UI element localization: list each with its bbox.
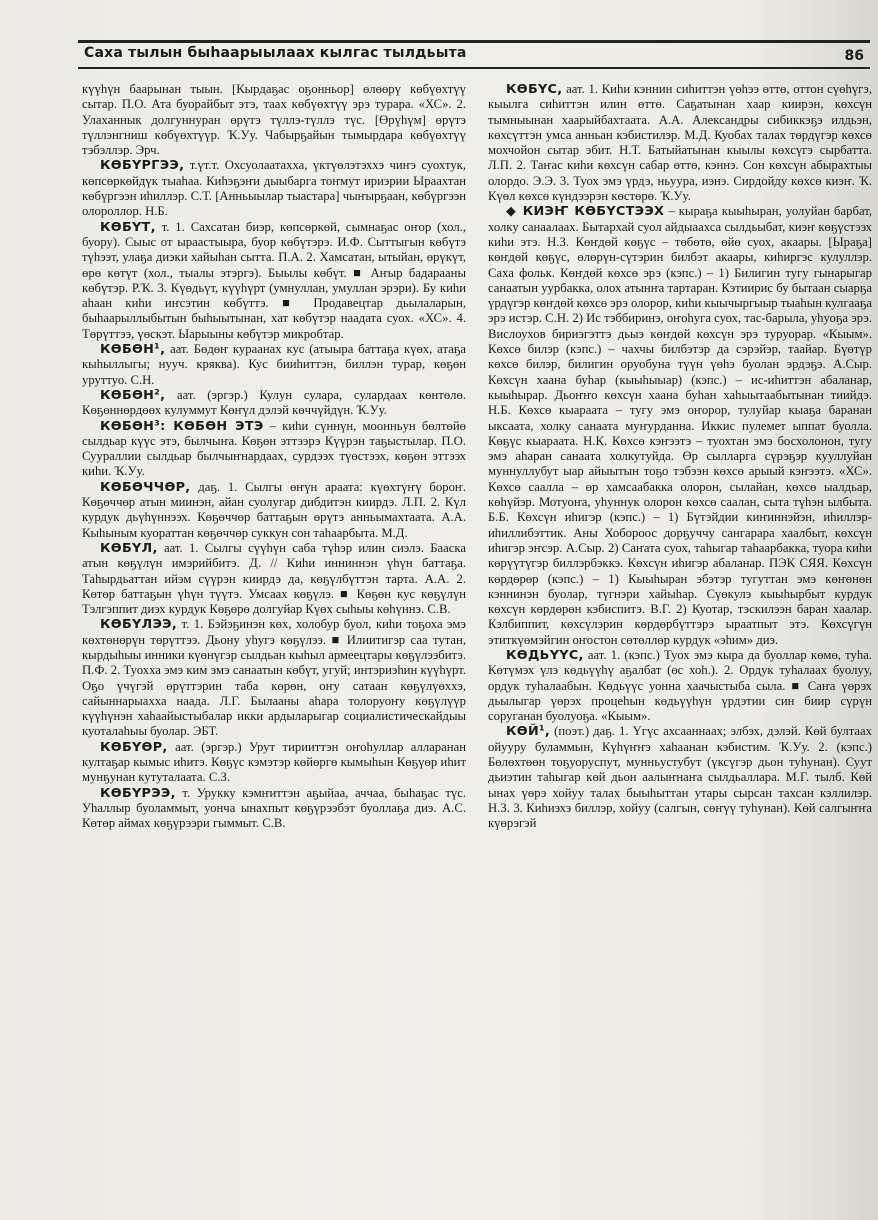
entry-text: аат. Бөдөҥ кураанах кус (атыыра баттаҕа күөх, атаҕа кыһыллыгы; нууч. кряква). Кус бииһиттэн, биллэн турар, көҕөн уруттуо. С.Н. [82, 342, 466, 387]
dictionary-entry [488, 648, 872, 724]
entry-headword: КӨБҮРГЭЭ, [100, 158, 185, 174]
entry-headword: КӨБӨН², [100, 387, 166, 403]
dictionary-entry [82, 786, 466, 832]
dictionary-entry [82, 480, 466, 541]
dictionary-entry [82, 158, 466, 219]
entry-headword: КӨБӨН³: КӨБӨН ЭТЭ [100, 418, 264, 434]
entry-text: даҕ. 1. Сылгы өҥүн араата: күөхтүҥү бороҥ. Көҕөччөр атын миинэн, айан суолугар дибдитэн киирдэ. Л.П. 2. Күл курдук дьүһүннээх. Көҕөччөр баттаҕын өрүтэ анньымахтаата. А.А. Кыһыным куораттан көҕөччөр суккун сон таһаарбыта. М.Д. [82, 479, 466, 540]
dictionary-entry [82, 617, 466, 739]
entry-text: т.үт.т. Охсуолаатахха, үктүөлэтэххэ чиҥэ суохтук, көпсөркөйдүк тыаһаа. Киһэҕэҥи дыыбарга тоҥмут ириэрии Ыраахтан көбүргээн иһиллэр. С.Т. [Анньыылар тыастара] чыҥырҕаан, көбүргээн олороллор. Н.Б. [82, 158, 466, 219]
left-column-entries [82, 82, 466, 832]
entry-headword: КӨБҮЛЭЭ, [100, 617, 178, 633]
entry-headword: КӨБӨН¹, [100, 342, 166, 358]
dictionary-entry [82, 220, 466, 342]
header-bottom-rule [78, 67, 870, 69]
entry-text: аат. (эргэр.) Урут тирииттэн оҥоһуллар алларанан култаҕар кымыс иһитэ. Көҕүс кэмэтэр көйөргө кымыһын Көҕүөр иһит мунҕунан кутуталаата. С.З. [82, 739, 466, 785]
dictionary-entry [82, 541, 466, 617]
right-column [488, 82, 872, 1198]
entry-headword: КӨБҮЛ, [100, 540, 158, 556]
entry-text: т. 1. Сахсатан биэр, көпсөркөй, сымнаҕас оҥор (хол., буору). Сыыс от ыраастыыра, буор көбүтэрэ. И.Ф. Сыттыгын көбүтэ түһээт, улаҕа диэки хайыһан сытта. П.А. 2. Хамсатан, ытыйан, өрүкүт, өрө көтүт (хол., тыалы этэргэ). Быылы көбүт. ■ Аҥыр бадарааны көбүтэр. Р.Ҡ. 3. Күөдьүт, күүһүрт (умнуллан, умуллан эрэри). Бу киһи аһаан киһи иҥсэтин көбүттэ. ■ Продавецтар дьылаларын, быһаарыллыбытын быһыытынан, хат көбүтэр наадата суох. «ХС». 4. Төрүттээ, үөскэт. Ыарыыны көбүтэр микробтар. [82, 219, 466, 341]
entry-headword: КӨБҮӨР, [100, 739, 168, 755]
entry-headword: КӨЙ¹, [506, 724, 551, 740]
dictionary-entry [488, 724, 872, 831]
dictionary-entry [488, 82, 872, 204]
entry-headword: КӨБҮРЭЭ, [100, 785, 176, 801]
running-head: Саха тылын быһаарыылаах кылгас тылдьыта [84, 45, 467, 61]
entry-text: аат. 1. (кэпс.) Туох эмэ кыра да буоллар көмө, туһа. Көтүмэх үлэ көдьүүһү аҕалбат (өс хоһ.). 2. Ордук туһалаах буолуу, ордук туһалаабын. Көдьүүс уонна хаачыстыба сыла. ■ Саҥа үөрэх дьылыгар үөрэх процеһын көдьүүһүн үрдэтии син биир сүрүн соруганан буолуоҕа. «Кыым». [488, 647, 872, 724]
entry-headword: ◆ КИЭҤ КӨБҮСТЭЭХ [506, 204, 665, 220]
entry-headword: КӨБӨЧЧӨР, [100, 479, 191, 495]
entry-text: т. Урукку кэмҥиттэн аҕыйаа, аччаа, быһаҕас түс. Уһаллыр буоламмыт, уонча ынахпыт көҕүрээбэт буоллаҕа диэ. А.С. Көтөр аймах көҕүрээри гыммыт. С.В. [82, 785, 466, 831]
dictionary-entry [82, 82, 466, 158]
dictionary-entry [82, 740, 466, 786]
entry-headword: КӨДЬҮҮС, [506, 647, 584, 663]
right-column-entries [488, 82, 872, 832]
dictionary-entry [82, 342, 466, 388]
dictionary-entry [82, 388, 466, 419]
entry-text: күүһүн баарынан тыын. [Кырдаҕас оҕонньор] өлөөрү көбүөхтүү сытар. П.О. Ата буорайбыт этэ, таах көбүөхтүү эрэ турара. «ХС». 2. Улаханнык долгуннуран өрүтэ түллэ-түллэ түс. [Өрүһүм] өрүтэ түллэнгниш көбүөхтүүр. Ҡ.Уу. Чабырҕайын тымырдара көбүөхтүү тэбэллэр. Эрч. [82, 82, 466, 158]
entry-text: аат. (эргэр.) Кулун сулара, сулардаах көнтөлө. Көҕөннөрдөөх кулуммут Көҥүл дэлэй көччүйдүн. Ҡ.Уу. [82, 387, 466, 418]
page-number: 86 [844, 48, 864, 64]
entry-headword: КӨБҮС, [506, 82, 563, 97]
dictionary-entry [82, 419, 466, 480]
entry-text: – киһи сүннүн, моонньун бөлтөйө сылдьар күүс этэ, былчыҥа. Көҕөн эттээрэ Күүрэн таҕыстылар. П.О. Суураллии сылдьар былчыҥнардаах, сурдээх түөстээх, көҕөн эттээх киһи. Ҡ.Уу. [82, 418, 466, 479]
entry-text: т. 1. Бэйэҕинэн көх, холобур буол, киһи тоҕоха эмэ көхтөнөрүн төрүттээ. Дьону уһугэ көҕүлээ. ■ Илиитигэр саа тутан, кырдыһыы инники күөнүгэр сылдьан кыһыл армеецтары көҕүлээбитэ. П.Ф. 2. Туохха эмэ ким эмэ санаатын көбүт, угуй; интэриэһин күүһүрт. Оҕо үчүгэй өрүттэрин таба көрөн, оҥу сатаан көҕүлүөххэ, сайыннарыахха наада. Л.Г. Былааны аһара толоруоҥу көҕүлүүр күүһүнэн хаһаайыстыбалар икки ардыларыгар социалистическайдыы куоталаһыы буолар. ЭБТ. [82, 617, 466, 739]
left-column [82, 82, 466, 1198]
entry-text: (поэт.) даҕ. 1. Үгүс ахсааннаах; элбэх, дэлэй. Көй бултаах ойууру буламмын, Күһүҥҥэ хаһаанан кэбистим. Ҡ.Уу. 2. (кэпс.) Бөлөхтөөн тоҕуоруспут, мунньустубут (үксүгэр дьон туһунан). Суут дьиэтин таһыгар көй дьон аалыҥнаҥа сылдьаллара. М.Г. тылб. Көй ынах үөрэ хойуу талах быыһыттан утары сырсан тахсан кэллилэр. Н.З. 3. Киһиэхэ биллэр, хойуу (салгын, сөҥүү туһунан). Көй салгыҥҥа күөрэгэй [488, 724, 872, 831]
entry-text: аат. 1. Сылгы сүүһүн саба түһэр илин сиэлэ. Бааска атын көҕүлүн имэрийбитэ. Д. // Киһи инниннэн үһүн баттаҕа. Таһырдьаттан ийэм сүүрэн киирдэ да, көҕүлбүттэн тарта. А.А. 2. Көтөр баттаҕын үһүн түүтэ. Умсаах көҕүлэ. ■ Көҕөн кус көҕүлүн Тэлгэппит диэх курдук Көҕөрө долгуйар Күөх сыһыы көһүннэ. С.В. [82, 540, 466, 617]
entry-text: аат. 1. Киһи кэннин сиһиттэн үөһээ өттө, оттон сүөһүгэ, кыылга сиһиттэн илин өттө. Саҕатынан хаар киирэн, көхсүн тымныынан хаарыйбахтаата. А.А. Александры сибиккэҕэ илдьэн, көхсүттэн умса анньан кэбистилэр. М.Д. Куобах талах төрдүгэр көхсө мохчойон сытар эбит. Н.Т. Батыйатынан кыылы көхсүгэ сырбатта. Л.П. 2. Таҥас киһи көхсүн сабар өттө, кэннэ. Сон көхсүн абырахтыы олордо. Э.Э. 3. Туох эмэ үрдэ, ньуура, иэнэ. Сирдойду көхсө киэҥ. Ҡ. Күөл көхсө күндээрэн көстөрө. Ҡ.Уу. [488, 82, 872, 204]
page-header [78, 40, 870, 76]
entry-headword: КӨБҮТ, [100, 219, 156, 235]
header-top-rule [78, 40, 870, 43]
entry-text: – кыраҕа кыыһыран, уолуйан барбат, холку санаалаах. Бытархай суол айдыаахса сылдьыбат, киэҥ көҕүстээх киһи этэ. Н.З. Көҥдөй көҕүс – төбөтө, өйө суох, акаары. [Ыраҕа] көҥдөй көҕүс, өлөрүн-сүтэрин билбэт акаары, киһиргэс кулуллэр. Саха фольк. Көҥдөй көхсө эрэ (кэпс.) – 1) Билигин тугу гынарыгар санаатын уурбакка, олох атынҥа тартаран. Кэтиириc бу бытаан сыарҕа үрдүгэр көҥдөй көхсө эрэ олорор, киһи кыычыргыыр тыаһын кулгааҕа эрэ истэр. С.Н. 2) Ис тэббиринэ, оҥоһуга суох, тас-барыла, уһуоҕа эрэ. Вислоухов бириэгэттэ дьыэ көҥдөй көхсүн эрэ туруорар. «Кыым». Көхсө билэр (кэпс.) – чахчы билбэтэр да сэрэйэр, таайар. Бүөтүр көхсө билэр, билигин оруобуна түүн үөһэ буолан эрдэҕэ. А.Сыр. Көхсүн хаана буһар (кыыһыыар) (кэпс.) – ис-иһиттэн абаланар, кыыһырар. Дьоҥҥо көхсүн хаана буһан хаһыытаабытынан тиийдэ. Н.Б. Көхсө кыараата – тугу эмэ оҥорор, тулуйар кыаҕа баранан ыксаата, холку санаата муҥурданна. Иккис пулемет ыппат буолла. Көҕүс кыараата. Н.К. Көхсө кэҥээтэ – туохтан эмэ босхолонон, тугу эмэ аһаран санаата холкутуйда. Өр сылларга сүрэҕэр кууллуйан муннуллубут ыар айыытын тоҕо тэбээн көхсө арыый кэҥээтэ. «ХС». Көхсө саалла – өр хамсаабакка олорон, сылайан, көхсө ыалдьар, көһүйэр. Мотуоҥа, уһуннук олорон көхсө саалан, сыта түһэн ылбыта. Б.Б. Көхсүн иһигэр (кэпс.) – 1) Бүтэйдии киҥиннэйэн, иһиллэр-иһиллибэттик. Аны Хобороос дорҕуччу сангарара хаалбыт, көхсүн иһигэр эҥсэр. А.Сыр. 2) Саҥата суох, таһыгар таһаарбакка, туора киһи көрүүтүгэр биллэрбэккэ. Көхсүн иһигэр абаланар. ПЭК СЯЯ. Көхсүн көрдөрөр (кэпс.) – 1) Кыыһыран эбэтэр тугуттан эмэ көҥөнөн кэннинэн буолар, түгнэри хайыһар. Сүөкулэ кыыһырбыт курдук көхсүн көрдөрөн кэбиспитэ. В.Г. 2) Куотар, тэскилээн баран хаалар. Кэлбиппит, көхсүлэрин көрдөрбүттэрэ ыраатпыт этэ. Көхсүгүн этиткүөмэйгин оҥостон сөтөллөр курдук «эһим» диэ. [488, 204, 872, 647]
dictionary-entry [488, 204, 872, 648]
